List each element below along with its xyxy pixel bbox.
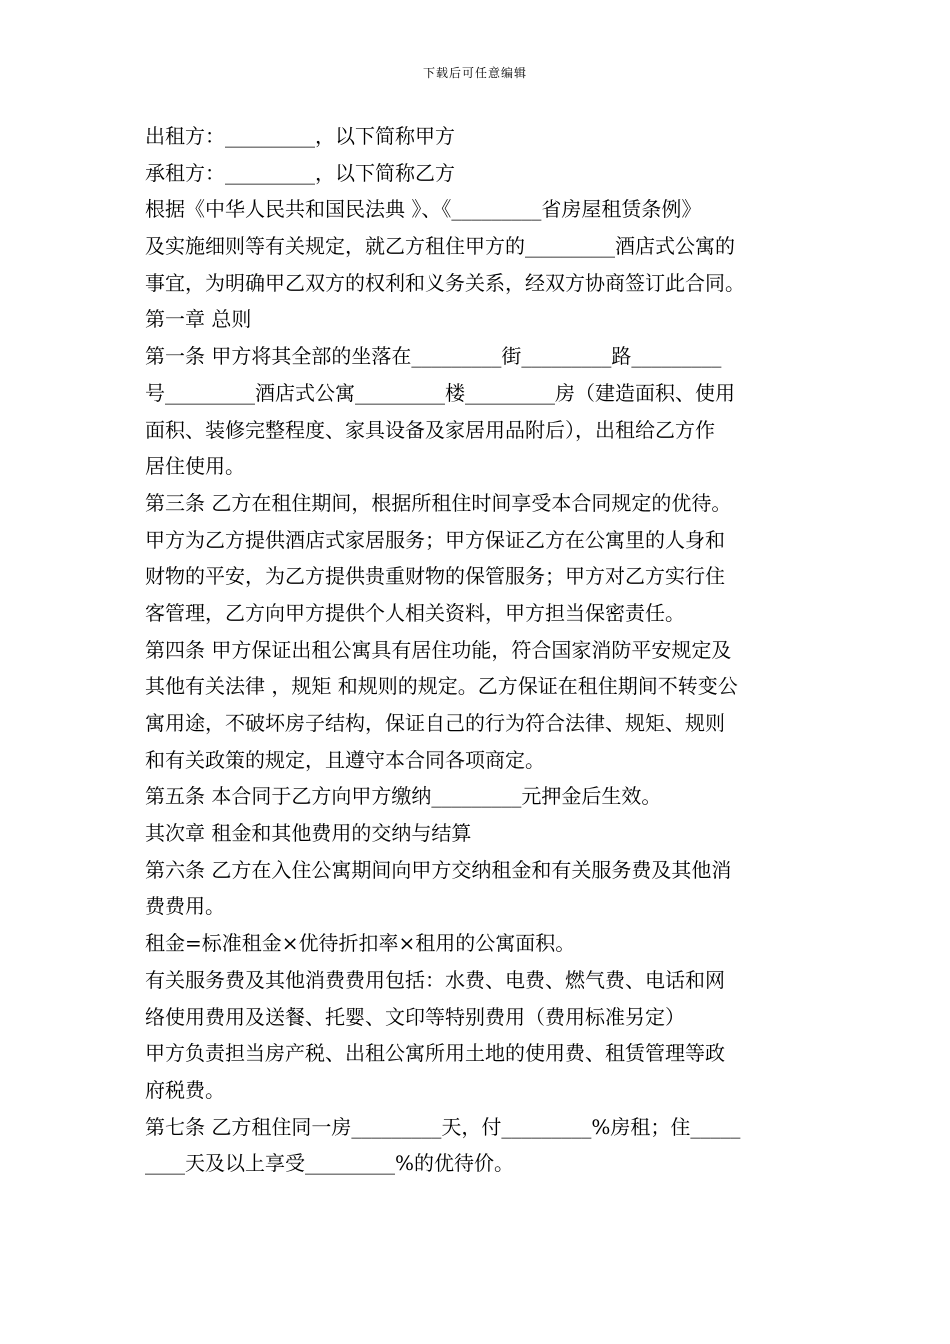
text-line: 府税费。: [145, 1077, 225, 1102]
text-line: 第五条 本合同于乙方向甲方缴纳_________元押金后生效。: [145, 784, 662, 809]
text-line: 络使用费用及送餐、托婴、文印等特别费用（费用标准另定）: [145, 1004, 685, 1029]
text-line: 和有关政策的规定，且遵守本合同各项商定。: [145, 747, 545, 772]
text-line: ____天及以上享受_________%的优待价。: [145, 1151, 515, 1176]
text-line: 财物的平安，为乙方提供贵重财物的保管服务；甲方对乙方实行住: [145, 564, 725, 589]
text-line: 第一条 甲方将其全部的坐落在_________街_________路_________: [145, 344, 722, 369]
text-line: 有关服务费及其他消费费用包括：水费、电费、燃气费、电话和网: [145, 967, 725, 992]
text-line: 根据《中华人民共和国民法典 》、《_________省房屋租赁条例》: [145, 197, 702, 222]
text-line: 第三条 乙方在租住期间，根据所租住时间享受本合同规定的优待。: [145, 490, 732, 515]
text-line: 甲方负责担当房产税、出租公寓所用土地的使用费、租赁管理等政: [145, 1041, 725, 1066]
text-line: 第六条 乙方在入住公寓期间向甲方交纳租金和有关服务费及其他消: [145, 857, 732, 882]
text-line: 面积、装修完整程度、家具设备及家居用品附后），出租给乙方作: [145, 417, 715, 442]
text-line: 第七条 乙方租住同一房_________天，付_________%房租；住_____: [145, 1114, 741, 1139]
text-line: 客管理，乙方向甲方提供个人相关资料，甲方担当保密责任。: [145, 600, 685, 625]
text-line: 号_________酒店式公寓_________楼_________房（建造面积、使用: [145, 380, 735, 405]
text-line: 居住使用。: [145, 454, 245, 479]
chapter-heading: 第一章 总则: [145, 307, 252, 332]
page-header-note: 下载后可任意编辑: [422, 66, 527, 80]
text-line: 租金=标准租金×优待折扣率×租用的公寓面积。: [145, 931, 576, 956]
text-line: 其他有关法律 ，规矩 和规则的规定。乙方保证在租住期间不转变公: [145, 674, 738, 699]
text-line: 费费用。: [145, 894, 225, 919]
text-line: 甲方为乙方提供酒店式家居服务；甲方保证乙方在公寓里的人身和: [145, 527, 725, 552]
text-line: 事宜，为明确甲乙双方的权利和义务关系，经双方协商签订此合同。: [145, 270, 745, 295]
text-line: 承租方：_________，以下简称乙方: [145, 160, 455, 185]
text-line: 出租方：_________，以下简称甲方: [145, 124, 455, 148]
chapter-heading: 其次章 租金和其他费用的交纳与结算: [145, 821, 472, 846]
text-line: 及实施细则等有关规定，就乙方租住甲方的_________酒店式公寓的: [145, 234, 735, 259]
text-line: 第四条 甲方保证出租公寓具有居住功能，符合国家消防平安规定及: [145, 637, 732, 662]
contract-body: [145, 118, 811, 1182]
text-line: 寓用途，不破坏房子结构，保证自己的行为符合法律、规矩、规则: [145, 711, 725, 735]
